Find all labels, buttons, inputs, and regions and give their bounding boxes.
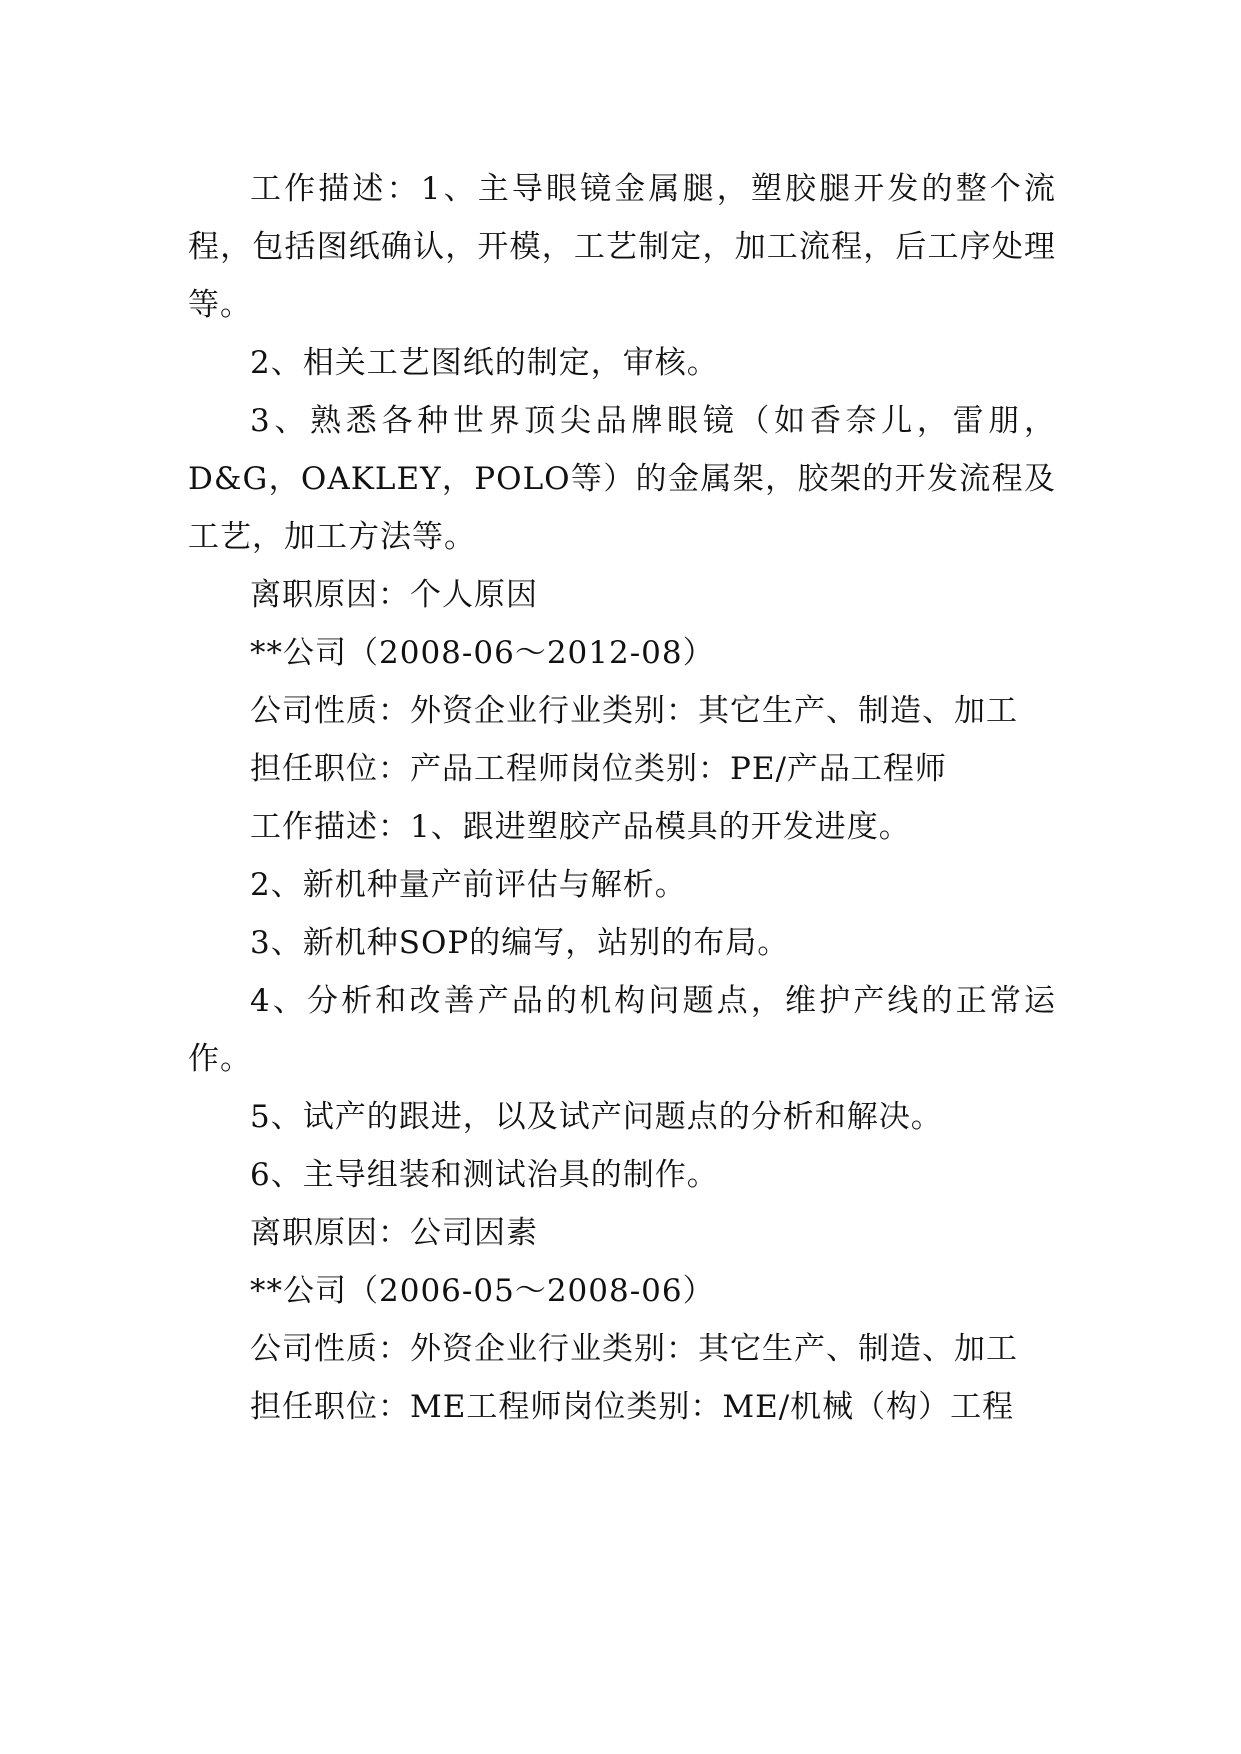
- job-duty-item: 5、试产的跟进，以及试产问题点的分析和解决。: [250, 1099, 943, 1135]
- job-description-paragraph: 工作描述：1、跟进塑胶产品模具的开发进度。: [250, 809, 911, 845]
- company-heading: **公司（2006-05～2008-06）: [250, 1273, 715, 1309]
- job-duty-item: 3、新机种SOP的编写，站别的布局。: [250, 925, 790, 961]
- job-duty-item: 2、新机种量产前评估与解析。: [250, 867, 687, 903]
- job-duty-item: 3、熟悉各种世界顶尖品牌眼镜（如香奈儿，雷朋，D&G，OAKLEY，POLO等）的金属架，胶架的开发流程及工艺，加工方法等。: [188, 403, 1056, 555]
- job-duty-item: 2、相关工艺图纸的制定，审核。: [250, 345, 719, 381]
- job-description-paragraph: 工作描述：1、主导眼镜金属腿，塑胶腿开发的整个流程，包括图纸确认，开模，工艺制定，加工流程，后工序处理等。: [188, 171, 1056, 323]
- company-heading: **公司（2008-06～2012-08）: [250, 635, 715, 671]
- company-nature: 公司性质：外资企业行业类别：其它生产、制造、加工: [250, 1331, 1018, 1367]
- company-nature: 公司性质：外资企业行业类别：其它生产、制造、加工: [250, 693, 1018, 729]
- job-duty-item: 4、分析和改善产品的机构问题点，维护产线的正常运作。: [188, 983, 1056, 1077]
- leave-reason: 离职原因：个人原因: [250, 577, 538, 613]
- job-duty-item: 6、主导组装和测试治具的制作。: [250, 1157, 719, 1193]
- position-info: 担任职位：ME工程师岗位类别：ME/机械（构）工程: [250, 1389, 1015, 1425]
- leave-reason: 离职原因：公司因素: [250, 1215, 538, 1251]
- document-body: [188, 160, 1056, 1436]
- position-info: 担任职位：产品工程师岗位类别：PE/产品工程师: [250, 751, 947, 787]
